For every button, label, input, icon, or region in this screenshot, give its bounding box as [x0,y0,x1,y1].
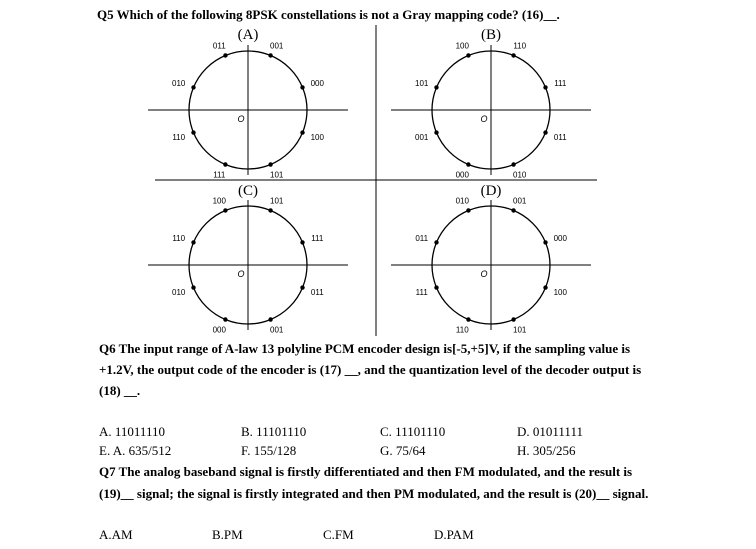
q7-option-c: C.FM [323,527,354,542]
q5-question: Q5 Which of the following 8PSK constellations is not a Gray mapping code? (16)__. [97,7,560,22]
panel-d-point-label: 100 [553,287,567,297]
q7-option-d: D.PAM [434,527,474,542]
panel-b-point-label: 101 [415,79,429,89]
panel-d-point-label: 001 [513,196,527,206]
panel-b-point [543,85,547,89]
panel-b-point [466,53,470,57]
panel-d-origin-label: O [480,269,488,279]
panel-a-point-label: 100 [310,132,324,142]
panel-b-point-label: 000 [455,170,469,180]
panel-d-point-label: 101 [513,325,527,335]
q6-question-line3: (18) __. [99,383,141,398]
panel-c-point [223,208,227,212]
panel-b-point [434,85,438,89]
panel-b-point [434,130,438,134]
panel-b-point-label: 011 [553,132,567,142]
panel-a-origin-label: O [237,114,245,124]
panel-d-point [543,240,547,244]
panel-a-point-label: 010 [172,79,186,89]
panel-c [148,183,348,335]
panel-c-point-label: 101 [270,196,284,206]
panel-d-point [511,208,515,212]
panel-d-point-label: 010 [455,196,469,206]
panel-a-point [300,85,304,89]
panel-b [391,27,591,180]
panel-c-point [191,240,195,244]
panel-a-point-label: 011 [212,41,226,51]
panel-a-point-label: 001 [270,41,284,51]
panel-c-point-label: 010 [172,287,186,297]
q6-option-e: E. A. 635/512 [99,443,172,458]
q6-option-f: F. 155/128 [241,443,297,458]
panel-b-label: (B) [481,27,501,43]
panel-c-label: (C) [238,183,258,199]
panel-a [148,27,348,180]
panel-d-point [434,285,438,289]
panel-a-point-label: 111 [213,170,226,180]
q6-option-g: G. 75/64 [380,443,426,458]
q7-question-line2: (19)__ signal; the signal is firstly integrated and then PM modulated, and the result is (20)__ signal. [99,486,649,501]
panel-b-point-label: 010 [513,170,527,180]
q7-question-line1: Q7 The analog baseband signal is firstly differentiated and then FM modulated, and the result is [99,464,633,479]
panel-b-point-label: 110 [513,41,527,51]
panel-b-point [543,130,547,134]
panel-b-origin-label: O [480,114,488,124]
panel-a-point-label: 000 [310,79,324,89]
panel-c-point-label: 110 [172,234,186,244]
q6-question-line2: +1.2V, the output code of the encoder is (17) __, and the quantization level of the decoder output is [99,362,642,377]
panel-a-point [223,162,227,166]
panel-d-label: (D) [480,183,502,199]
panel-d-point-label: 110 [455,325,469,335]
q6-question-line1: Q6 The input range of A-law 13 polyline PCM encoder design is[-5,+5]V, if the sampling value is [99,341,631,356]
panel-c-point-label: 001 [270,325,284,335]
panel-c-point-label: 111 [311,234,324,244]
panel-a-point-label: 101 [270,170,284,180]
panel-b-point-label: 100 [455,41,469,51]
panel-c-point [268,208,272,212]
panel-b-point-label: 001 [415,132,429,142]
panel-a-point [191,130,195,134]
panel-c-point [223,317,227,321]
panel-c-origin-label: O [237,269,245,279]
panel-b-point [511,162,515,166]
panel-a-point [300,130,304,134]
panel-a-point-label: 110 [172,132,186,142]
panel-b-point [511,53,515,57]
q6-option-c: C. 11101110 [380,424,446,439]
panel-c-axes [148,200,348,330]
panel-c-point [191,285,195,289]
panel-c-point-label: 100 [212,196,226,206]
q6-option-d: D. 01011111 [517,424,583,439]
panel-c-point [300,285,304,289]
q7-option-a: A.AM [99,527,133,542]
panel-b-point-label: 111 [554,79,567,89]
panel-b-axes [391,45,591,175]
panel-a-axes [148,45,348,175]
panel-d-point [543,285,547,289]
panel-b-point [466,162,470,166]
panel-a-point [223,53,227,57]
panel-a-label: (A) [237,27,259,43]
panel-a-point [268,162,272,166]
panel-d-point-label: 000 [553,234,567,244]
panel-d-point-label: 011 [415,234,429,244]
panel-c-point [300,240,304,244]
panel-c-point-label: 011 [310,287,324,297]
panel-d-point [466,317,470,321]
q6-option-h: H. 305/256 [517,443,576,458]
panel-d [391,183,591,335]
panel-d-point [511,317,515,321]
panel-d-point [466,208,470,212]
q7-option-b: B.PM [212,527,243,542]
q6-option-a: A. 11011110 [99,424,165,439]
panel-c-point [268,317,272,321]
q6-option-b: B. 11101110 [241,424,307,439]
panel-a-point [268,53,272,57]
panel-d-axes [391,200,591,330]
panel-d-point [434,240,438,244]
panel-a-point [191,85,195,89]
panel-c-point-label: 000 [212,325,226,335]
panel-d-point-label: 111 [415,287,428,297]
